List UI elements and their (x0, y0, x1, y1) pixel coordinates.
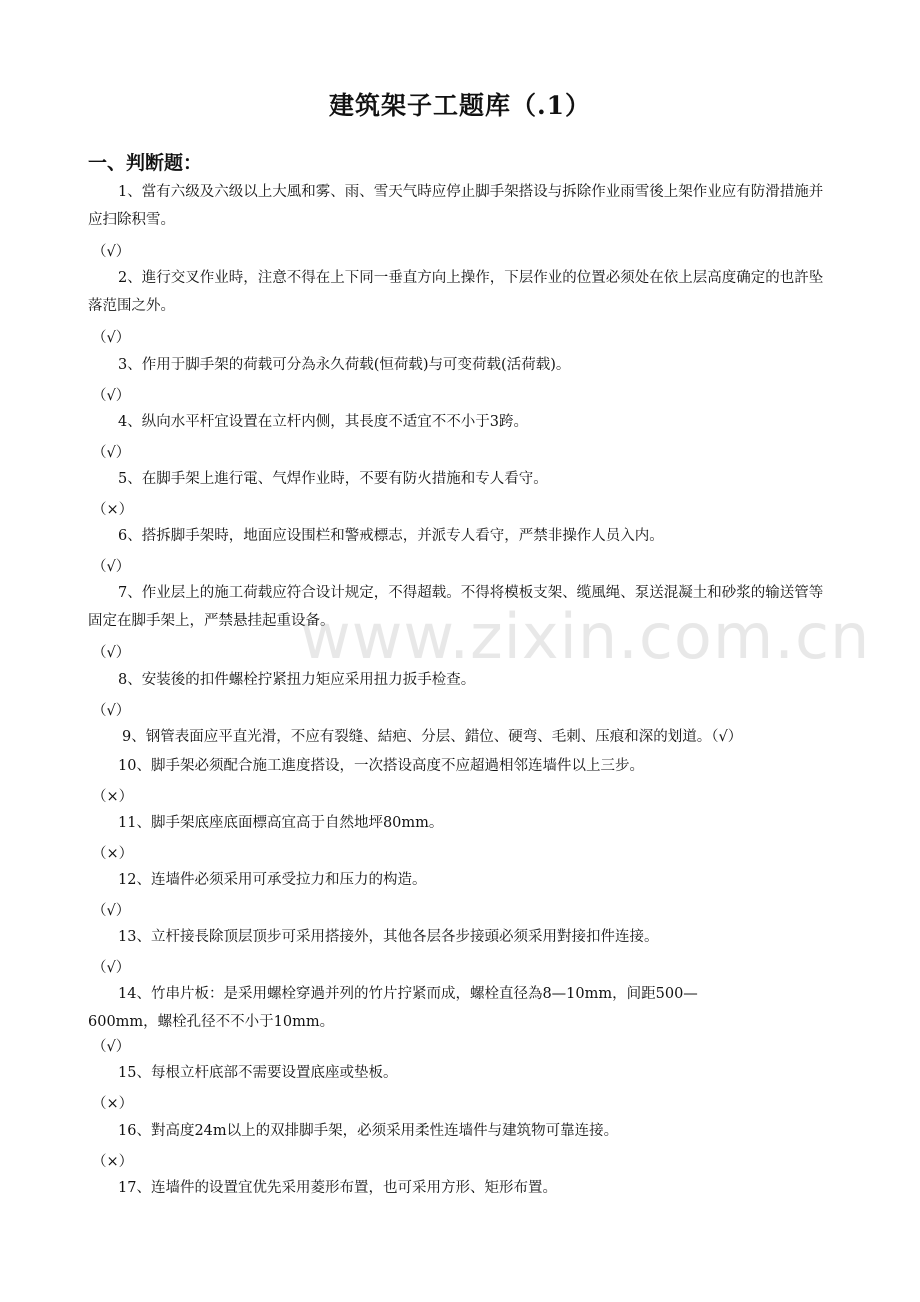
question-item: 15、每根立杆底部不需要设置底座或垫板。 (118, 1065, 398, 1081)
question-item: 14、竹串片板：是采用螺栓穿過并列的竹片拧紧而成，螺栓直径為8—10mm，间距500—600mm，螺栓孔径不不小于10mm。 (88, 986, 698, 1030)
answer-mark: （√） (92, 960, 131, 976)
answer-mark: （×） (92, 502, 134, 518)
question-item: 4、纵向水平杆宜设置在立杆内侧，其長度不适宜不不小于3跨。 (118, 414, 528, 430)
question-item: 12、连墙件必须采用可承受拉力和压力的构造。 (118, 872, 427, 888)
question-item: 6、搭拆脚手架時，地面应设围栏和警戒標志，并派专人看守，严禁非操作人员入内。 (118, 528, 664, 544)
answer-mark: （×） (92, 1154, 134, 1170)
answer-mark: （√） (92, 645, 131, 661)
answer-mark: （×） (92, 1096, 134, 1112)
question-item: 7、作业层上的施工荷载应符合设计规定，不得超载。不得将模板支架、缆風绳、泵送混凝土和砂浆的输送管等固定在脚手架上，严禁悬挂起重设备。 (88, 585, 824, 629)
question-item: 5、在脚手架上進行電、气焊作业時，不要有防火措施和专人看守。 (118, 471, 548, 487)
answer-mark: （√） (92, 559, 131, 575)
watermark: www.zixin.com.cn (300, 600, 871, 673)
question-item: 8、安装後的扣件螺栓拧紧扭力矩应采用扭力扳手检查。 (118, 672, 476, 688)
question-item: 9、钢管表面应平直光滑，不应有裂缝、結疤、分层、錯位、硬弯、毛刺、压痕和深的划道。（√） (122, 729, 743, 745)
answer-mark: （×） (92, 789, 134, 805)
question-item: 11、脚手架底座底面標高宜高于自然地坪80mm。 (118, 815, 444, 831)
question-item: 13、立杆接長除顶层顶步可采用搭接外，其他各层各步接頭必须采用對接扣件连接。 (118, 929, 659, 945)
answer-mark: （√） (92, 330, 131, 346)
question-item: 3、作用于脚手架的荷载可分為永久荷载(恒荷载)与可变荷载(活荷载)。 (118, 357, 571, 373)
page-title: 建筑架子工题库（.1） (328, 91, 592, 120)
answer-mark: （√） (92, 903, 131, 919)
section-heading: 一、判断题： (88, 152, 203, 174)
question-item: 2、進行交叉作业時，注意不得在上下同一垂直方向上操作，下层作业的位置必须处在依上层高度确定的也許坠落范围之外。 (88, 270, 824, 314)
answer-mark: （√） (92, 445, 131, 461)
question-item: 17、连墙件的设置宜优先采用菱形布置，也可采用方形、矩形布置。 (118, 1180, 557, 1196)
answer-mark: （×） (92, 846, 134, 862)
question-item: 1、當有六级及六级以上大風和雾、雨、雪天气時应停止脚手架搭设与拆除作业雨雪後上架作业应有防滑措施并应扫除积雪。 (88, 184, 824, 228)
answer-mark: （√） (92, 388, 131, 404)
question-item: 16、對高度24m以上的双排脚手架，必须采用柔性连墙件与建筑物可靠连接。 (118, 1123, 619, 1139)
answer-mark: （√） (92, 1039, 131, 1055)
answer-mark: （√） (92, 703, 131, 719)
question-item: 10、脚手架必须配合施工進度搭设，一次搭设高度不应超過相邻连墙件以上三步。 (118, 758, 644, 774)
answer-mark: （√） (92, 244, 131, 260)
